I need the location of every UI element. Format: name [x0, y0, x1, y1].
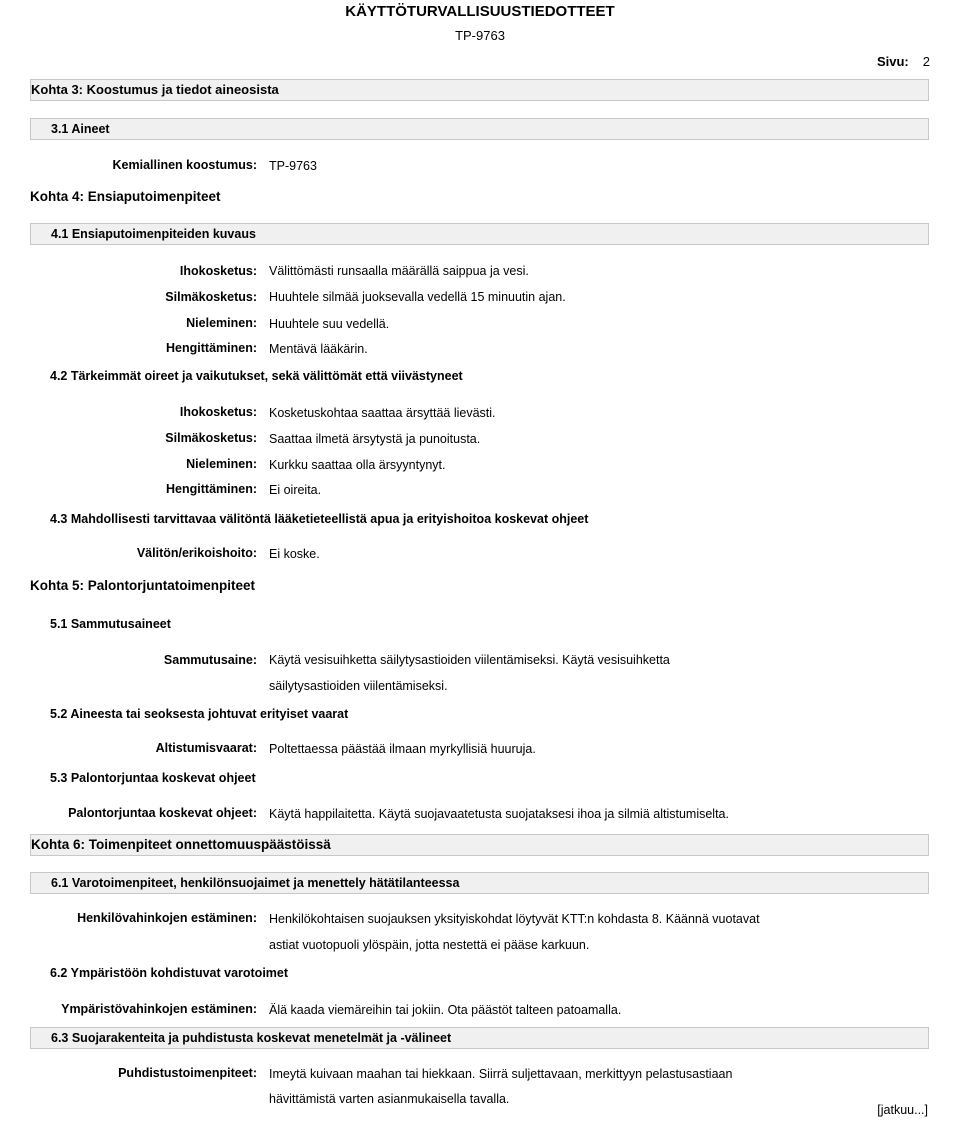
field-value-cleanup-methods-cont: hävittämistä varten asianmukaisella tavalla.: [269, 1092, 510, 1106]
document-title: KÄYTTÖTURVALLISUUSTIEDOTTEET: [345, 3, 615, 20]
field-value-skin-contact: Välittömästi runsaalla määrällä saippua ja vesi.: [269, 264, 529, 278]
section-5-title: Kohta 5: Palontorjuntatoimenpiteet: [30, 578, 256, 593]
field-value-composition: TP-9763: [269, 159, 317, 173]
subsection-4-1-header: 4.1 Ensiaputoimenpiteiden kuvaus: [30, 223, 929, 245]
section-6-title: Kohta 6: Toimenpiteet onnettomuuspäästöissä: [31, 837, 331, 852]
field-value-immediate-care: Ei koske.: [269, 547, 320, 561]
field-value-eye-contact-symptoms: Saattaa ilmetä ärsytystä ja punoitusta.: [269, 432, 481, 446]
field-label-inhalation: Hengittäminen:: [166, 341, 257, 355]
page-label: Sivu:: [876, 54, 909, 69]
field-value-environmental-precautions: Älä kaada viemäreihin tai jokiin. Ota päästöt talteen patoamalla.: [269, 1003, 622, 1017]
field-label-exposure-hazards: Altistumisvaarat:: [155, 741, 257, 755]
field-label-environmental-precautions: Ympäristövahinkojen estäminen:: [61, 1002, 257, 1016]
subsection-4-2-title: 4.2 Tärkeimmät oireet ja vaikutukset, sekä välittömät että viivästyneet: [50, 369, 463, 383]
section-3-title: Kohta 3: Koostumus ja tiedot aineosista: [31, 82, 279, 97]
field-value-cleanup-methods: Imeytä kuivaan maahan tai hiekkaan. Siirrä suljettavaan, merkittyyn pelastusastiaan: [269, 1067, 733, 1081]
section-4-title: Kohta 4: Ensiaputoimenpiteet: [30, 189, 221, 204]
field-label-skin-contact-symptoms: Ihokosketus:: [179, 405, 257, 419]
section-3-header: [30, 79, 929, 101]
field-value-ingestion: Huuhtele suu vedellä.: [269, 317, 390, 331]
subsection-3-1-header: 3.1 Aineet: [30, 118, 929, 140]
field-value-extinguishing-media: Käytä vesisuihketta säilytysastioiden viilentämiseksi. Käytä vesisuihketta: [269, 653, 670, 667]
page-number-value: 2: [922, 54, 930, 69]
field-value-personal-precautions: Henkilökohtaisen suojauksen yksityiskohdat löytyvät KTT:n kohdasta 8. Käännä vuotavat: [269, 912, 760, 926]
subsection-5-2-title: 5.2 Aineesta tai seoksesta johtuvat erityiset vaarat: [50, 707, 349, 721]
subsection-4-3-title: 4.3 Mahdollisesti tarvittavaa välitöntä lääketieteellistä apua ja erityishoitoa koskevat ohjeet: [50, 512, 589, 526]
field-label-firefighting-advice: Palontorjuntaa koskevat ohjeet:: [68, 806, 257, 820]
field-label-immediate-care: Välitön/erikoishoito:: [136, 546, 257, 560]
field-label-personal-precautions: Henkilövahinkojen estäminen:: [77, 911, 257, 925]
field-label-cleanup-methods: Puhdistustoimenpiteet:: [118, 1066, 257, 1080]
subsection-6-3-header: 6.3 Suojarakenteita ja puhdistusta koskevat menetelmät ja -välineet: [30, 1027, 929, 1049]
field-label-skin-contact: Ihokosketus:: [179, 264, 257, 278]
field-value-extinguishing-media-cont: säilytysastioiden viilentämiseksi.: [269, 679, 448, 693]
field-value-inhalation-symptoms: Ei oireita.: [269, 483, 322, 497]
document-id: TP-9763: [455, 28, 505, 43]
field-value-inhalation: Mentävä lääkärin.: [269, 342, 368, 356]
field-label-eye-contact-symptoms: Silmäkosketus:: [165, 431, 257, 445]
field-value-eye-contact: Huuhtele silmää juoksevalla vedellä 15 minuutin ajan.: [269, 290, 566, 304]
section-6-header: [30, 834, 929, 856]
subsection-6-2-title: 6.2 Ympäristöön kohdistuvat varotoimet: [50, 966, 289, 980]
field-value-exposure-hazards: Poltettaessa päästää ilmaan myrkyllisiä huuruja.: [269, 742, 536, 756]
field-value-skin-contact-symptoms: Kosketuskohtaa saattaa ärsyttää lievästi.: [269, 406, 496, 420]
field-label-eye-contact: Silmäkosketus:: [165, 290, 257, 304]
field-label-ingestion-symptoms: Nieleminen:: [186, 457, 257, 471]
field-value-ingestion-symptoms: Kurkku saattaa olla ärsyyntynyt.: [269, 458, 446, 472]
field-label-extinguishing-media: Sammutusaine:: [163, 653, 257, 667]
subsection-6-1-header: 6.1 Varotoimenpiteet, henkilönsuojaimet ja menettely hätätilanteessa: [30, 872, 929, 894]
subsection-5-3-title: 5.3 Palontorjuntaa koskevat ohjeet: [50, 771, 256, 785]
field-value-firefighting-advice: Käytä happilaitetta. Käytä suojavaatetusta suojataksesi ihoa ja silmiä altistumiselta.: [269, 807, 729, 821]
field-label-inhalation-symptoms: Hengittäminen:: [166, 482, 257, 496]
page-number: [877, 54, 930, 69]
subsection-5-1-title: 5.1 Sammutusaineet: [50, 617, 171, 631]
field-label-composition: Kemiallinen koostumus:: [112, 158, 257, 172]
field-value-personal-precautions-cont: astiat vuotopuoli ylöspäin, jotta nestettä ei pääse karkuun.: [269, 938, 590, 952]
continued-label: [jatkuu...]: [877, 1103, 928, 1117]
field-label-ingestion: Nieleminen:: [186, 316, 257, 330]
